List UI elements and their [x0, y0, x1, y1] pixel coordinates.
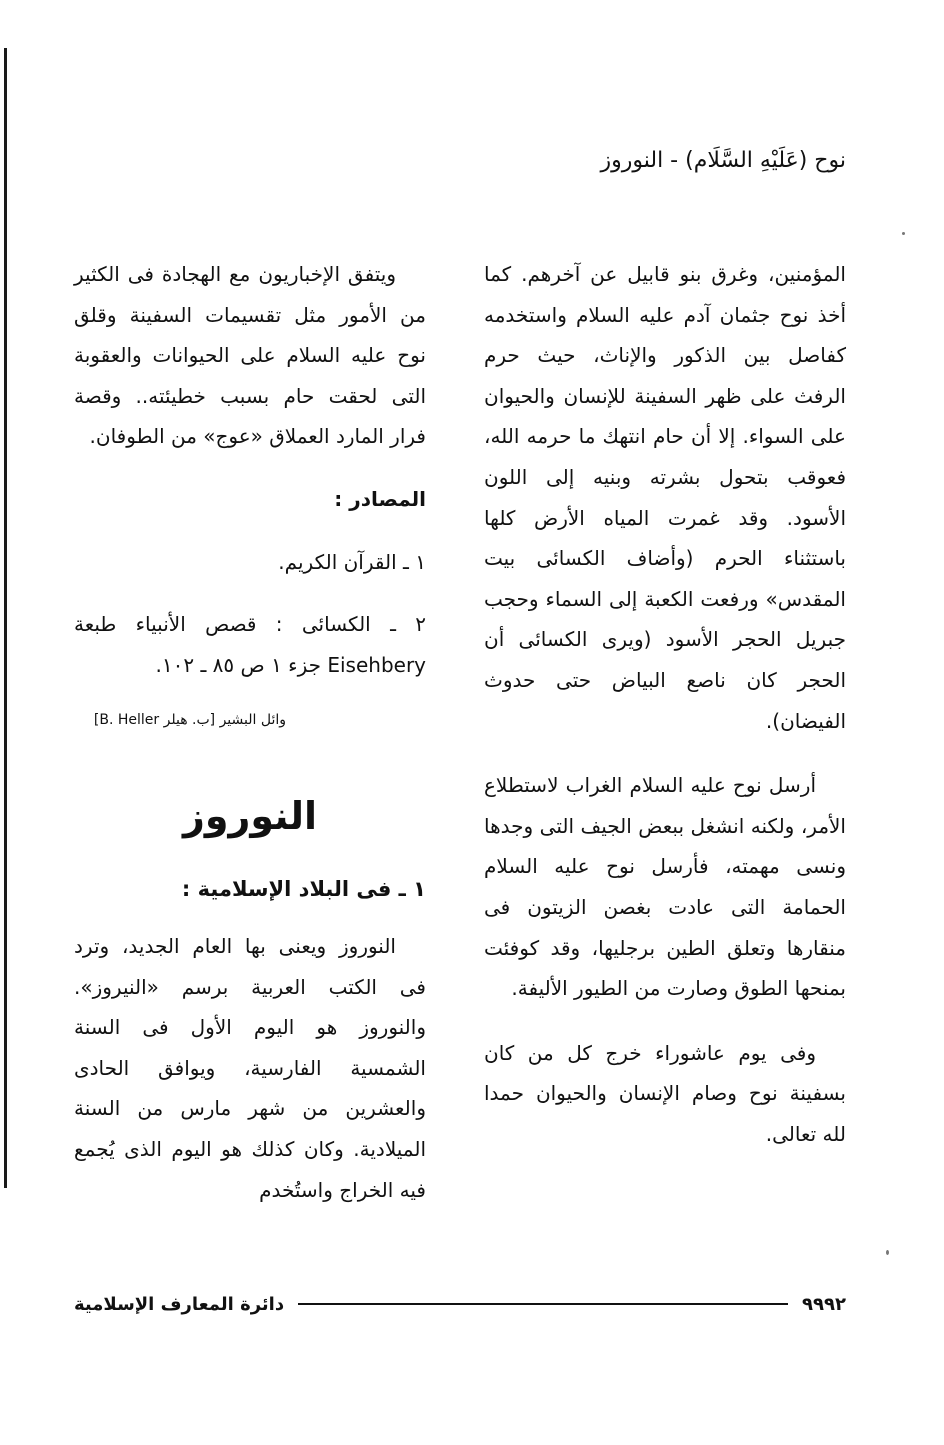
footer-rule — [298, 1303, 788, 1305]
article-title: النوروز — [182, 794, 317, 839]
source-item-2: ٢ ـ الكسائى : قصص الأنبياء طبعة Eisehbery جزء ١ ص ٨٥ ـ ١٠٢. — [74, 612, 426, 677]
right-paragraph-2: أرسل نوح عليه السلام الغراب لاستطلاع الأمر، ولكنه انشغل ببعض الجيف التى وجدها ونسى مهمته، فأرسل نوح عليه السلام الحمامة التى عادت بغصن الزيتون فى منقارها وتعلق الطين برجليها، وقد كوفئت بمنحها الطوق وصارت من الطيور الأليفة. — [484, 773, 846, 1001]
running-head: نوح (عَلَيْهِ السَّلَام) - النوروز — [600, 148, 846, 173]
scan-speck — [902, 232, 905, 235]
margin-bar — [4, 48, 7, 1188]
section-text: النوروز ويعنى بها العام الجديد، وترد فى الكتب العربية برسم «النيروز». والنوروز هو اليوم الأول فى السنة الشمسية الفارسية، ويوافق الحادى والعشرين من شهر مارس من السنة الميلادية. وكان كذلك هو اليوم الذى يُجمع فيه الخراج واستُخدم — [74, 933, 426, 1202]
footer-publication: دائرة المعارف الإسلامية — [74, 1293, 285, 1315]
right-column — [484, 254, 846, 1154]
left-column — [74, 254, 426, 1210]
author-credit: وائل البشير [ب. هيلر B. Heller] — [93, 712, 286, 729]
section-heading: ١ ـ فى البلاد الإسلامية : — [181, 877, 426, 902]
page-number: ٩٩٩٢ — [802, 1293, 846, 1315]
right-paragraph-3: وفى يوم عاشوراء خرج كل من كان بسفينة نوح وصام الإنسان والحيوان حمدا لله تعالى. — [484, 1040, 846, 1146]
sources-heading: المصادر : — [334, 486, 426, 511]
page-footer — [74, 1290, 846, 1318]
scan-speck — [886, 1250, 889, 1255]
left-paragraph: ويتفق الإخباريون مع الهجادة فى الكثير من الأمور مثل تقسيمات السفينة وقلق نوح عليه السلام على الحيوانات والعقوبة التى لحقت حام بسبب خطيئته.. وقصة فرار المارد العملاق «عوج» من الطوفان. — [74, 262, 426, 449]
right-paragraph-1: المؤمنين، وغرق بنو قابيل عن آخرهم. كما أخذ نوح جثمان آدم عليه السلام واستخدمه كفاصل بين الذكور والإناث، حيث حرم الرفث على ظهر السفينة للإنسان والحيوان على السواء. إلا أن حام انتهك ما حرمه الله، فعوقب بتحول بشرته وبنيه إلى اللون الأسود. وقد غمرت المياه الأرض كلها باستثناء الحرم (وأضاف الكسائى بيت المقدس» ورفعت الكعبة إلى السماء وحجب جبريل الحجر الأسود (ويرى الكسائى أن الحجر كان ناصع البياض حتى حدوث الفيضان). — [484, 262, 846, 733]
source-item-1: ١ ـ القرآن الكريم. — [278, 549, 426, 574]
